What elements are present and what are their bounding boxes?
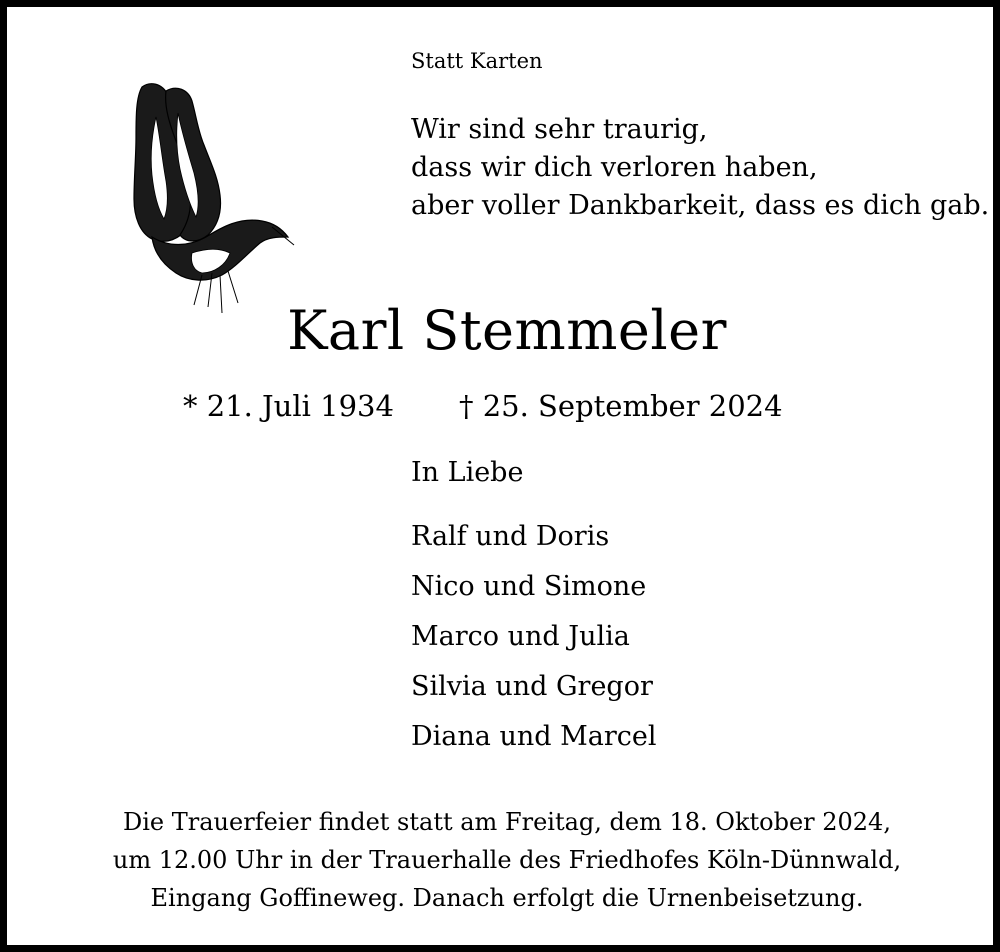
death-date: † 25. September 2024 — [459, 389, 783, 423]
quote-line: aber voller Dankbarkeit, dass es dich gab. — [411, 190, 990, 221]
family-list — [411, 512, 656, 762]
family-member: Ralf und Doris — [411, 521, 610, 552]
header-statt-karten: Statt Karten — [411, 49, 543, 73]
quote-line: dass wir dich verloren haben, — [411, 152, 818, 183]
memorial-quote — [411, 111, 989, 225]
family-member: Diana und Marcel — [411, 721, 657, 752]
funeral-details — [7, 803, 1000, 917]
praying-hands-icon — [122, 77, 302, 322]
birth-date: * 21. Juli 1934 — [183, 389, 394, 423]
funeral-line: Eingang Goffineweg. Danach erfolgt die Urnenbeisetzung. — [150, 884, 864, 912]
deceased-name: Karl Stemmeler — [287, 299, 727, 362]
funeral-line: um 12.00 Uhr in der Trauerhalle des Friedhofes Köln-Dünnwald, — [112, 846, 902, 874]
family-member: Marco und Julia — [411, 621, 630, 652]
in-liebe-label: In Liebe — [411, 457, 524, 488]
family-member: Silvia und Gregor — [411, 671, 653, 702]
funeral-line: Die Trauerfeier findet statt am Freitag, dem 18. Oktober 2024, — [123, 808, 891, 836]
family-member: Nico und Simone — [411, 571, 647, 602]
quote-line: Wir sind sehr traurig, — [411, 114, 708, 145]
